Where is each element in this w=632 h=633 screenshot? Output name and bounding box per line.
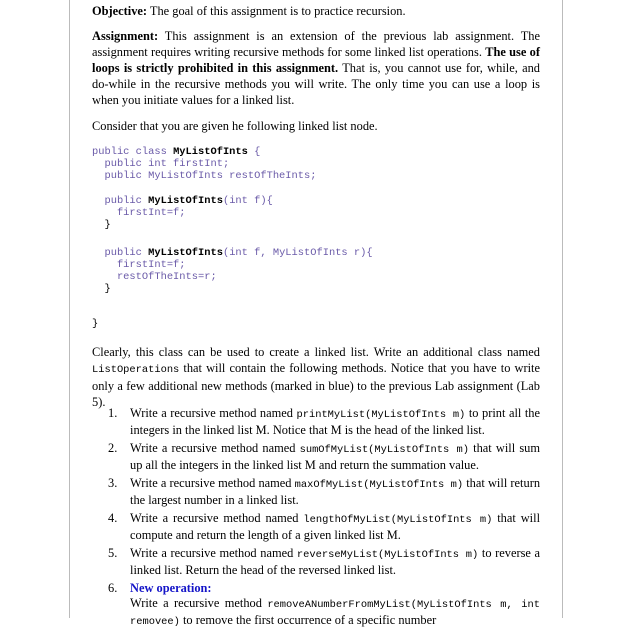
code-line: public class MyListOfInts { xyxy=(92,146,261,158)
clearly-paragraph: Clearly, this class can be used to create a linked list. Write an additional class named ListOperations that will contain the following methods. Notice that you have to write only a few additional new methods (marked in blue) to the previous Lab assignment (Lab 5). xyxy=(92,345,540,409)
code-block-constructor-2 xyxy=(92,248,552,296)
code-line: } xyxy=(92,318,99,330)
method-signature: lengthOfMyList(MyListOfInts m) xyxy=(303,514,493,526)
code-line: } xyxy=(92,282,111,295)
list-item: 4. Write a recursive method named lengthOfMyList(MyListOfInts m) that will compute and return the length of a given linked list M. xyxy=(108,511,541,542)
list-item-new-operation: 6. New operation: Write a recursive method removeANumberFromMyList(MyListOfInts m, int removee) to remove the first occurrence of a specific number xyxy=(108,581,541,628)
list-item: 5. Write a recursive method named reverseMyList(MyListOfInts m) to reverse a linked list. Return the head of the reversed linked list. xyxy=(108,546,541,577)
assignment-label: Assignment: xyxy=(92,29,159,43)
code-line: firstInt=f; xyxy=(92,258,186,271)
assignment-text: This assignment is an extension of the previous lab assignment. The assignment requires writing recursive methods for some linked list operations. xyxy=(92,29,540,59)
method-signature: removeANumberFromMyList(MyListOfInts m, int removee) xyxy=(130,599,541,628)
list-item: 3. Write a recursive method named maxOfMyList(MyListOfInts m) that will return the largest number in a linked list. xyxy=(108,476,541,507)
page-right-border xyxy=(562,0,563,618)
code-block-constructor-1 xyxy=(92,196,552,232)
page-left-border xyxy=(69,0,70,618)
method-signature: sumOfMyList(MyListOfInts m) xyxy=(299,444,470,456)
list-item: 1. Write a recursive method named printMyList(MyListOfInts m) to print all the integers in the linked list M. Notice that M is the head of the linked list. xyxy=(108,406,541,437)
method-signature: maxOfMyList(MyListOfInts m) xyxy=(294,479,464,491)
objective-text: The goal of this assignment is to practice recursion. xyxy=(147,4,406,18)
code-line: public int firstInt; xyxy=(92,157,230,170)
task-list xyxy=(108,406,540,633)
code-line: public MyListOfInts restOfTheInts; xyxy=(92,169,317,182)
assignment-paragraph xyxy=(92,28,540,108)
code-line: restOfTheInts=r; xyxy=(92,270,217,283)
no-loops-warning: The use of loops is strictly prohibited in this assignment. xyxy=(92,45,540,75)
assignment-text-continued: That is, you cannot use for, while, and do-while in the recursive methods you will write. The only time you can use a loop is when you initiate values for a linked list. xyxy=(92,61,540,107)
code-line: public MyListOfInts(int f, MyListOfInts r){ xyxy=(92,247,373,259)
method-signature: reverseMyList(MyListOfInts m) xyxy=(296,549,479,561)
code-line: } xyxy=(92,218,111,231)
list-item: 2. Write a recursive method named sumOfMyList(MyListOfInts m) that will sum up all the integers in the linked list M and return the summation value. xyxy=(108,441,540,472)
new-operation-heading: New operation: xyxy=(130,581,212,595)
method-signature: printMyList(MyListOfInts m) xyxy=(296,409,466,421)
code-line: firstInt=f; xyxy=(92,206,186,219)
class-name-code: ListOperations xyxy=(92,364,180,376)
objective-paragraph xyxy=(92,3,540,19)
objective-label: Objective: xyxy=(92,4,148,18)
code-block xyxy=(92,147,552,183)
code-block-end xyxy=(92,319,552,331)
code-line: public MyListOfInts(int f){ xyxy=(92,195,273,207)
consider-paragraph: Consider that you are given he following linked list node. xyxy=(92,119,378,133)
